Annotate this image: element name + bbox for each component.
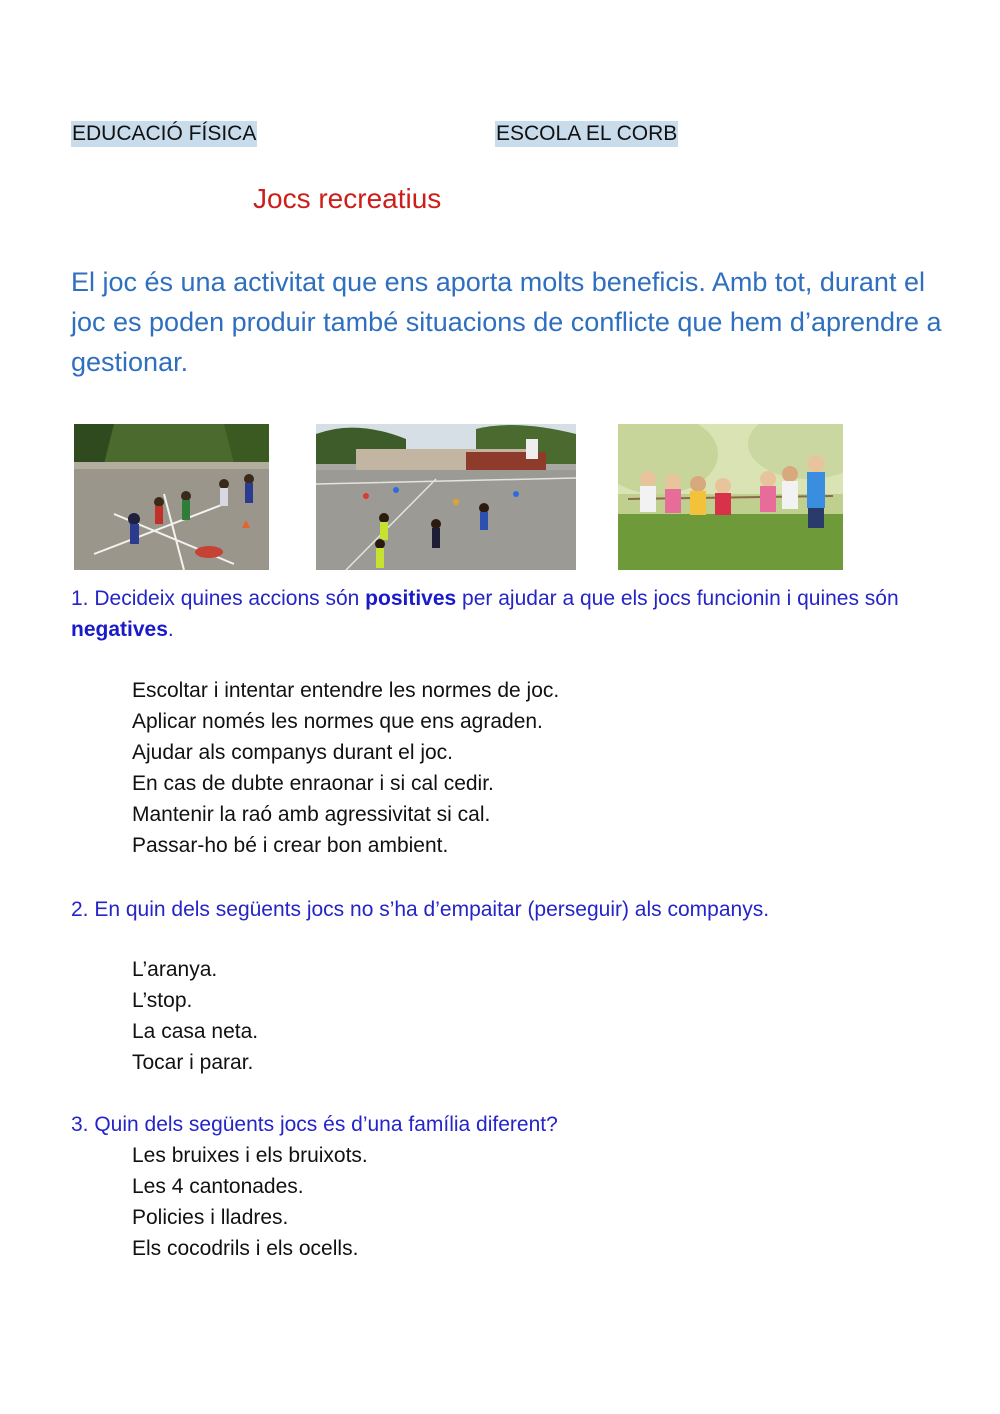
option-item[interactable]: Ajudar als companys durant el joc. bbox=[132, 741, 453, 764]
school-name: ESCOLA EL CORB bbox=[496, 122, 678, 145]
option-item[interactable]: Passar-ho bé i crear bon ambient. bbox=[132, 834, 449, 857]
children-playing-schoolyard-photo bbox=[316, 424, 576, 570]
option-item[interactable]: Mantenir la raó amb agressivitat si cal. bbox=[132, 803, 491, 826]
keyword-positives: positives bbox=[365, 587, 457, 610]
option-item[interactable]: En cas de dubte enraonar i si cal cedir. bbox=[132, 772, 494, 795]
keyword-negatives: negatives bbox=[71, 618, 168, 641]
question-3-options bbox=[132, 1140, 368, 1264]
question-1-suffix: . bbox=[167, 618, 174, 641]
page-title: Jocs recreatius bbox=[253, 183, 442, 214]
option-item[interactable]: L’aranya. bbox=[132, 958, 218, 981]
question-2: 2. En quin dels següents jocs no s’ha d’empaitar (perseguir) als companys. bbox=[71, 898, 770, 921]
question-2-options bbox=[132, 954, 258, 1078]
children-tug-of-war-photo bbox=[618, 424, 843, 570]
question-3: 3. Quin dels següents jocs és d’una família diferent? bbox=[71, 1113, 558, 1136]
question-1-prefix: 1. Decideix quines accions són bbox=[71, 587, 366, 610]
option-item[interactable]: Les bruixes i els bruixots. bbox=[132, 1144, 368, 1167]
question-1-middle: per ajudar a que els jocs funcionin i quines són bbox=[456, 587, 899, 610]
option-item[interactable]: L’stop. bbox=[132, 989, 193, 1012]
intro-paragraph: El joc és una activitat que ens aporta molts beneficis. Amb tot, durant el joc es poden produir també situacions de conflicte que hem d’aprendre a gestionar. bbox=[71, 267, 942, 377]
children-playing-hopscotch-photo bbox=[74, 424, 269, 570]
option-item[interactable]: Aplicar només les normes que ens agraden. bbox=[132, 710, 543, 733]
option-item[interactable]: Escoltar i intentar entendre les normes de joc. bbox=[132, 679, 560, 702]
option-item[interactable]: La casa neta. bbox=[132, 1020, 259, 1043]
option-item[interactable]: Les 4 cantonades. bbox=[132, 1175, 304, 1198]
subject-label: EDUCACIÓ FÍSICA bbox=[72, 122, 257, 145]
question-1 bbox=[71, 583, 931, 645]
option-item[interactable]: Policies i lladres. bbox=[132, 1206, 289, 1229]
option-item[interactable]: Els cocodrils i els ocells. bbox=[132, 1237, 359, 1260]
question-1-options bbox=[132, 675, 559, 861]
option-item[interactable]: Tocar i parar. bbox=[132, 1051, 254, 1074]
